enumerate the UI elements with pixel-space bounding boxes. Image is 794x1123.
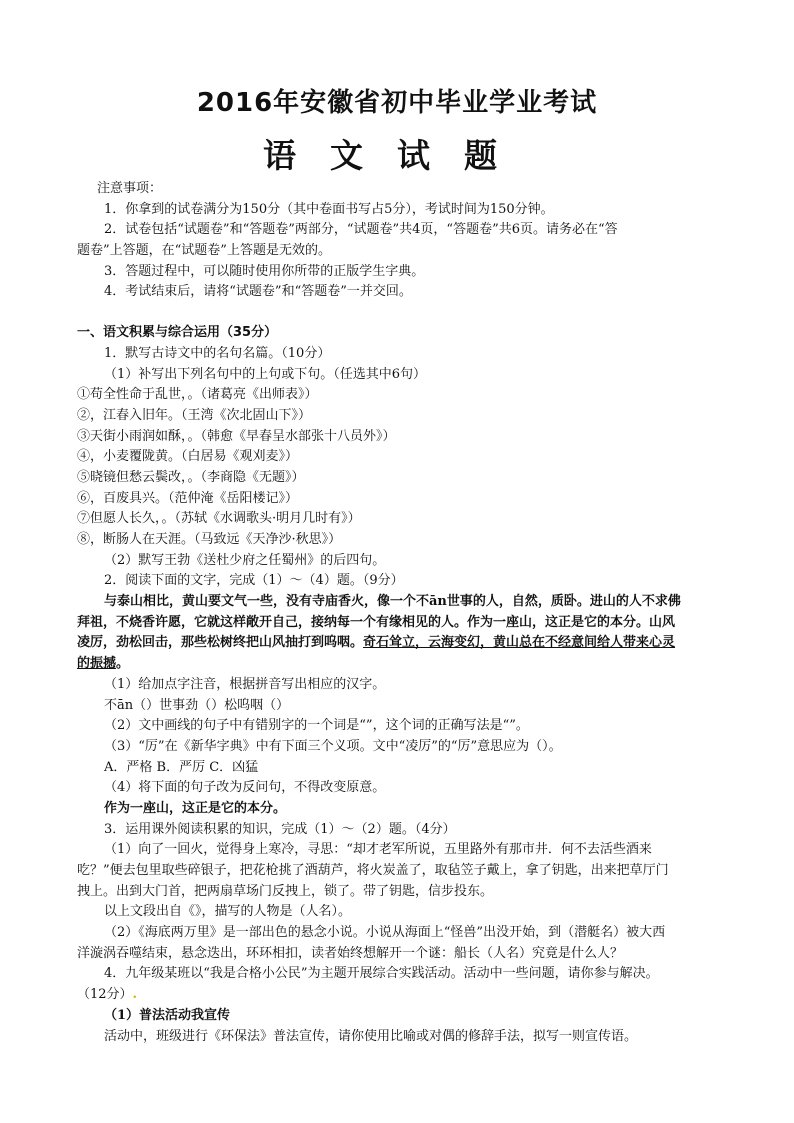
notice-item: 2．试卷包括“试题卷”和“答题卷”两部分，“试题卷”共4页，“答题卷”共6页。请务必在“答 — [104, 222, 618, 238]
passage-line — [77, 633, 717, 654]
question-sub: （2）默写王勃《送杜少府之任蜀州》的后四句。 — [104, 552, 386, 568]
notice-item: 题卷”上答题，在“试题卷”上答题是无效的。 — [77, 243, 331, 259]
poem-item: ⑤晓镜但愁云鬓改，。（李商隐《无题》） — [77, 469, 305, 485]
poem-item: ①苟全性命于乱世，。（诸葛亮《出师表》） — [77, 387, 318, 403]
section-title: 一、语文积累与综合运用（35分） — [77, 325, 278, 341]
underlined-sentence: 奇石耸立，云海变幻，黄山总在不经意间给人带来心灵 — [363, 635, 676, 651]
poem-item: ③天街小雨润如酥，。（韩愈《早春呈水部张十八员外》） — [77, 428, 396, 444]
question-sub: （4）将下面的句子改为反问句，不得改变原意。 — [104, 780, 386, 796]
question-sub: 活动中，班级进行《环保法》普法宣传，请你使用比喻或对偶的修辞手法，拟写一则宣传语。 — [104, 1028, 638, 1044]
notice-heading: 注意事项： — [97, 181, 163, 196]
passage-text: 凌厉，劲松回击，那些松树终把山风抽打到呜咽。 — [77, 635, 364, 651]
passage-line: 与泰山相比，黄山要文气一些，没有寺庙香火，像一个不ān世事的人，自然，质卧。进山的人不求佛 — [104, 594, 681, 610]
poem-item: ⑦但愿人长久，。（苏轼《水调歌头·明月几时有》） — [77, 511, 361, 527]
reading-line: 洋漩涡吞噬结束，悬念迭出，环环相扣，读者始终想解开一个谜：船长（人名）究竟是什么人？ — [77, 945, 624, 961]
yellow-dot-mark: . — [132, 987, 138, 1003]
question-title: 2．阅读下面的文字，完成（1）～（4）题。（9分） — [104, 573, 404, 589]
exam-title: 2016年安徽省初中毕业学业考试 — [196, 88, 598, 118]
reading-line: 拽上。出到大门首，把两扇草场门反拽上，锁了。带了钥匙，信步投东。 — [77, 883, 494, 899]
exam-subtitle: 语文试题 — [263, 136, 531, 175]
reading-line: （1）向了一回火，觉得身上寒冷，寻思：“却才老军所说，五里路外有那市井．何不去活些酒来 — [104, 842, 652, 858]
notice-item: 3．答题过程中，可以随时使用你所带的正版学生字典。 — [104, 263, 425, 279]
reading-line: （2）《海底两万里》是一部出色的悬念小说。小说从海面上“怪兽”出没开始，到（潜艇名）被大西 — [104, 925, 666, 941]
passage-line — [77, 654, 717, 675]
question-sub: （1）给加点字注音，根据拼音写出相应的汉字。 — [104, 676, 386, 692]
question-title: 1．默写古诗文中的名句名篇。（10分） — [104, 345, 331, 361]
question-score: （12分） — [77, 987, 133, 1003]
question-sub: （1）补写出下列名句中的上句或下句。（任选其中6句） — [104, 366, 427, 382]
reading-line: 吃？”便去包里取些碎银子，把花枪挑了酒葫芦，将火炭盖了，取毡笠子戴上，拿了钥匙，出来把草厅门 — [77, 863, 669, 878]
passage-text: 。 — [116, 656, 130, 672]
notice-item: 4．考试结束后，请将“试题卷”和“答题卷”一并交回。 — [104, 284, 412, 300]
poem-item: ②，江春入旧年。（王湾《次北固山下》） — [77, 407, 312, 423]
question-options: A．严格 B．严厉 C．凶猛 — [104, 759, 259, 775]
question-sub: （2）文中画线的句子中有错别字的一个词是“”，这个词的正确写法是“”。 — [104, 718, 529, 734]
poem-item: ⑥，百废具兴。（范仲淹《岳阳楼记》） — [77, 490, 299, 506]
poem-item: ⑧，断肠人在天涯。（马致远《天净沙·秋思》） — [77, 532, 342, 547]
question-title: 3．运用课外阅读积累的知识，完成（1）～（2）题。（4分） — [104, 821, 456, 837]
question-title-cont — [77, 985, 717, 1006]
underlined-sentence: 的振撼 — [77, 656, 117, 672]
notice-item: 1．你拿到的试卷满分为150分（其中卷面书写占5分），考试时间为150分钟。 — [104, 201, 554, 217]
question-sub: （3）“厉”在《新华字典》中有下面三个义项。文中“凌厉”的“厉”意思应为（）。 — [104, 738, 562, 754]
passage-line: 拜祖，不烧香许愿，它就这样敞开自己，接纳每一个有缘相见的人。作为一座山，这正是它的本分。山风 — [77, 614, 676, 630]
poem-item: ④，小麦覆陇黄。（白居易《观刈麦》） — [77, 449, 299, 465]
question-sub: 以上文段出自《》，描写的人物是（人名）。 — [104, 904, 352, 920]
question-answer-line: 不ān（）世事劲（）松呜咽（） — [104, 697, 290, 713]
question-title: 4．九年级某班以“我是合格小公民”为主题开展综合实践活动。活动中一些问题，请你参与解决。 — [104, 966, 659, 982]
subsection-title: （1）普法活动我宣传 — [104, 1007, 231, 1023]
exam-body — [77, 179, 717, 1047]
question-sentence: 作为一座山，这正是它的本分。 — [104, 800, 287, 816]
